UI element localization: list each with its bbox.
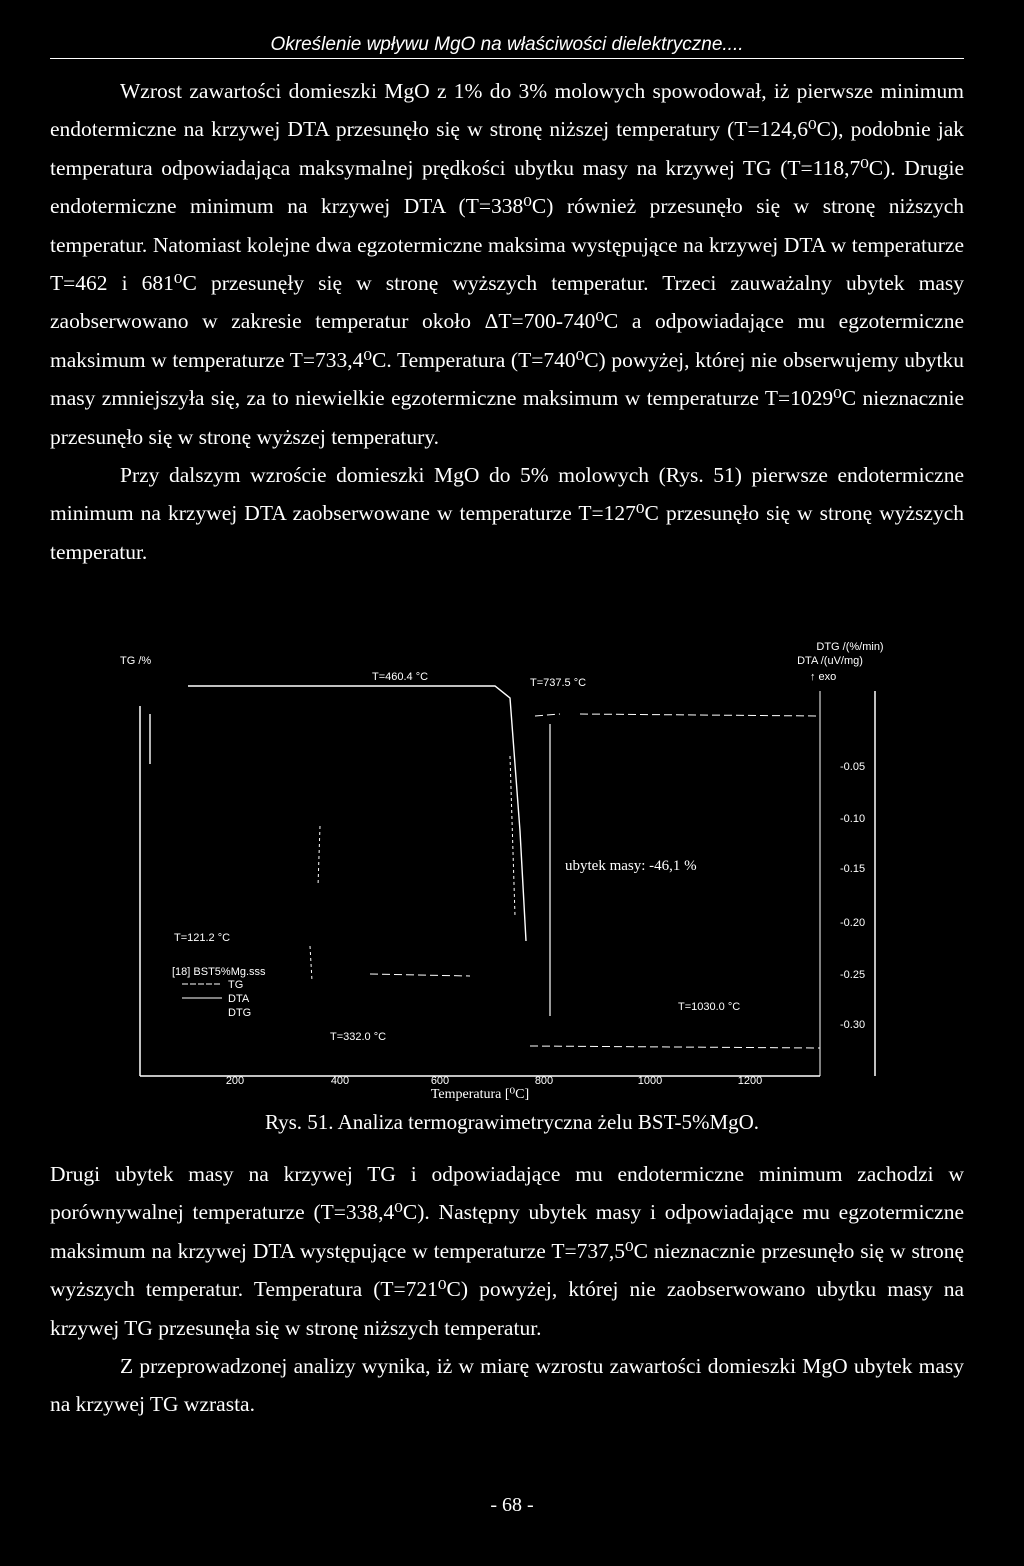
left-axis-label: TG /% [120, 655, 152, 667]
thermogram-svg [120, 636, 900, 1116]
right-tick-015: -0.15 [840, 863, 866, 875]
x-tick-1200: 1200 [737, 1075, 763, 1087]
legend-file: [18] BST5%Mg.sss [172, 966, 266, 978]
exo-label: ↑ exo [810, 671, 837, 683]
page-number: - 68 - [490, 1494, 534, 1516]
right-axis-label-dtg: DTG /(%/min) [816, 641, 884, 653]
right-tick-010: -0.10 [840, 813, 866, 825]
body-text-top [50, 72, 964, 571]
paragraph-4: Z przeprowadzonej analizy wynika, iż w miarę wzrostu zawartości domieszki MgO ubytek masy na krzywej TG wzrasta. [50, 1354, 964, 1417]
legend-dta: DTA [228, 993, 250, 1005]
right-tick-030: -0.30 [840, 1019, 866, 1031]
annotation-t737: T=737.5 °C [530, 677, 587, 689]
dtg-curve [310, 756, 515, 981]
body-text-bottom [50, 1155, 964, 1424]
x-tick-1000: 1000 [637, 1075, 663, 1087]
x-tick-600: 600 [430, 1075, 450, 1087]
tg-curve [150, 686, 526, 941]
annotation-t1030: T=1030.0 °C [678, 1001, 741, 1013]
paragraph-2: Przy dalszym wzroście domieszki MgO do 5% molowych (Rys. 51) pierwsze endotermiczne minimum na krzywej DTA zaobserwowane w temperaturze T=127⁰C przesunęło się w stronę wyższych temperatur. [50, 463, 964, 564]
annotation-t332: T=332.0 °C [330, 1031, 387, 1043]
x-tick-800: 800 [534, 1075, 554, 1087]
right-tick-020: -0.20 [840, 917, 866, 929]
x-axis-label: Temperatura [⁰C] [430, 1087, 530, 1102]
x-tick-200: 200 [225, 1075, 245, 1087]
paragraph-3: Drugi ubytek masy na krzywej TG i odpowiadające mu endotermiczne minimum zachodzi w porównywalnej temperaturze (T=338,4⁰C). Następny ubytek masy i odpowiadające mu egzotermiczne maksimum na krzywej DTA występujące w temperaturze T=737,5⁰C nieznacznie przesunęło się w stronę wyższych temperatur. Temperatura (T=721⁰C) powyżej, której nie zaobserwowano ubytku masy na krzywej TG przesunęła się w stronę niższych temperatur. [50, 1162, 964, 1340]
annotation-t121: T=121.2 °C [174, 932, 231, 944]
annotation-mass-loss: ubytek masy: -46,1 % [565, 858, 697, 874]
right-axis-label-dta: DTA /(uV/mg) [797, 655, 863, 667]
paragraph-1: Wzrost zawartości domieszki MgO z 1% do 3% molowych spowodował, iż pierwsze minimum endotermiczne na krzywej DTA przesunęło się w stronę niższej temperatury (T=124,6⁰C), podobnie jak temperatura odpowiadająca maksymalnej prędkości ubytku masy na krzywej TG (T=118,7⁰C). Drugie endotermiczne minimum na krzywej DTA (T=338⁰C) również przesunęło się w stronę niższych temperatur. Natomiast kolejne dwa egzotermiczne maksima występujące na krzywej DTA w temperaturze T=462 i 681⁰C przesunęły się w stronę wyższych temperatur. Trzeci zauważalny ubytek masy zaobserwowano w zakresie temperatur około ΔT=700-740⁰C a odpowiadające mu egzotermiczne maksimum w temperaturze T=733,4⁰C. Temperatura (T=740⁰C) powyżej, której nie obserwujemy ubytku masy zmniejszyła się, za to niewielkie egzotermiczne maksimum w temperaturze T=1029⁰C nieznacznie przesunęło się w stronę wyższej temperatury. [50, 79, 964, 449]
legend-tg: TG [228, 979, 244, 991]
dta-curve [370, 714, 820, 1048]
figure-caption: Rys. 51. Analiza termograwimetryczna żelu BST-5%MgO. [264, 1110, 760, 1134]
legend-dtg: DTG [228, 1007, 252, 1019]
running-header: Określenie wpływu MgO na właściwości dielektryczne.... [50, 34, 964, 59]
x-tick-400: 400 [330, 1075, 350, 1087]
right-tick-005: -0.05 [840, 761, 866, 773]
right-tick-025: -0.25 [840, 969, 866, 981]
figure-thermogram [120, 636, 900, 1116]
annotation-t460: T=460.4 °C [372, 671, 429, 683]
